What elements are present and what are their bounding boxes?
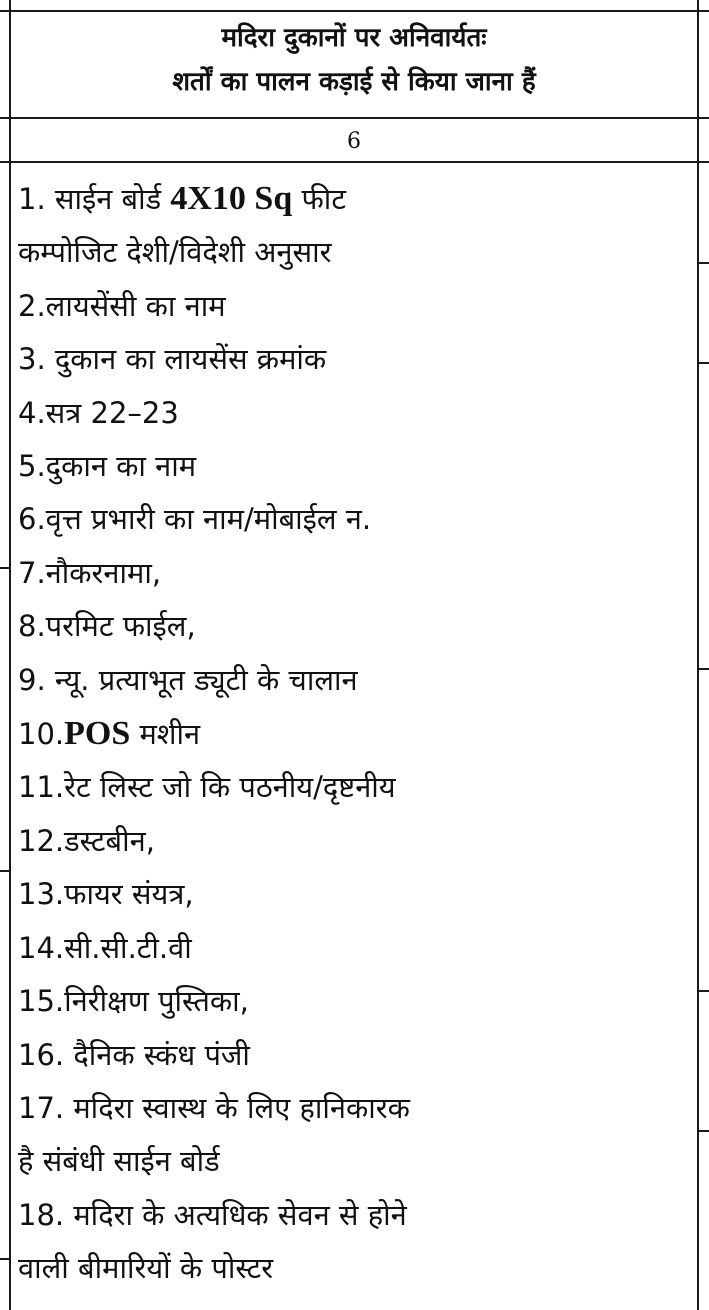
list-item-latin-text: POS [64,715,131,753]
list-item [18,226,694,279]
table-right-border [697,0,699,1310]
list-item-text: 17. मदिरा स्वास्थ के लिए हानिकारक [18,1090,410,1125]
list-item-text: 18. मदिरा के अत्यधिक सेवन से होने [18,1197,407,1232]
column-header-line-2: शर्तों का पालन कड़ाई से किया जाना हैं [172,67,536,97]
list-item [18,280,694,333]
column-header-line-1: मदिरा दुकानों पर अनिवार्यतः [221,23,487,53]
list-item [18,1242,694,1295]
list-item-text: 10. [18,717,65,752]
list-item [18,761,694,814]
list-item-text: 14.सी.सी.टी.वी [18,930,192,965]
list-item [18,707,694,761]
header-bottom-rule [0,117,709,119]
list-item-text: 9. न्यू. प्रत्याभूत ड्यूटी के चालान [18,662,358,697]
list-item-text: है संबंधी साईन बोर्ड [18,1144,220,1179]
list-item-latin-text: 4X10 Sq [170,180,293,217]
column-number-bottom-rule [0,161,709,163]
list-item [18,868,694,921]
list-item [18,922,694,975]
list-item [18,333,694,386]
list-item-text: 4.सत्र 22–23 [18,395,179,430]
list-item-text: 12.डस्टबीन, [18,823,155,858]
list-item [18,1029,694,1082]
table-left-border [9,0,11,1310]
list-item [18,172,694,226]
column-header [11,16,697,104]
list-item [18,975,694,1028]
conditions-list [18,172,694,1296]
left-margin-tick [0,870,10,872]
list-item-text: 6.वृत्त प्रभारी का नाम/मोबाईल न. [18,502,372,537]
list-item-text: 2.लायसेंसी का नाम [18,288,226,323]
list-item-text: 16. दैनिक स्कंध पंजी [18,1037,250,1072]
list-item-text: 8.परमिट फाईल, [18,609,196,644]
list-item [18,1135,694,1188]
table-top-rule [0,10,709,12]
list-item-text: 1. साईन बोर्ड [18,182,171,216]
list-item-text: 13.फायर संयत्र, [18,877,194,912]
right-margin-tick [699,262,709,264]
list-item [18,493,694,546]
list-item [18,387,694,440]
list-item-text: 7.नौकरनामा, [18,555,162,590]
left-margin-tick [0,1258,10,1260]
column-number: 6 [347,129,361,154]
right-margin-tick [699,990,709,992]
list-item [18,600,694,653]
list-item-text-suffix: मशीन [130,717,201,752]
list-item-text: 15.निरीक्षण पुस्तिका, [18,984,249,1019]
list-item-text: 11.रेट लिस्ट जो कि पठनीय/दृष्टनीय [18,770,396,805]
list-item [18,815,694,868]
list-item [18,654,694,707]
list-item [18,1082,694,1135]
list-item-text: 3. दुकान का लायसेंस क्रमांक [18,342,327,377]
list-item-text: वाली बीमारियों के पोस्टर [18,1251,274,1286]
list-item-text: कम्पोजिट देशी/विदेशी अनुसार [18,235,332,270]
list-item-text-suffix: फीट [292,182,346,216]
list-item-text: 5.दुकान का नाम [18,449,197,484]
list-item [18,1189,694,1242]
right-margin-tick [699,668,709,670]
list-item [18,547,694,600]
right-margin-tick [699,362,709,364]
list-item [18,440,694,493]
left-margin-tick [0,567,10,569]
right-margin-tick [699,1130,709,1132]
